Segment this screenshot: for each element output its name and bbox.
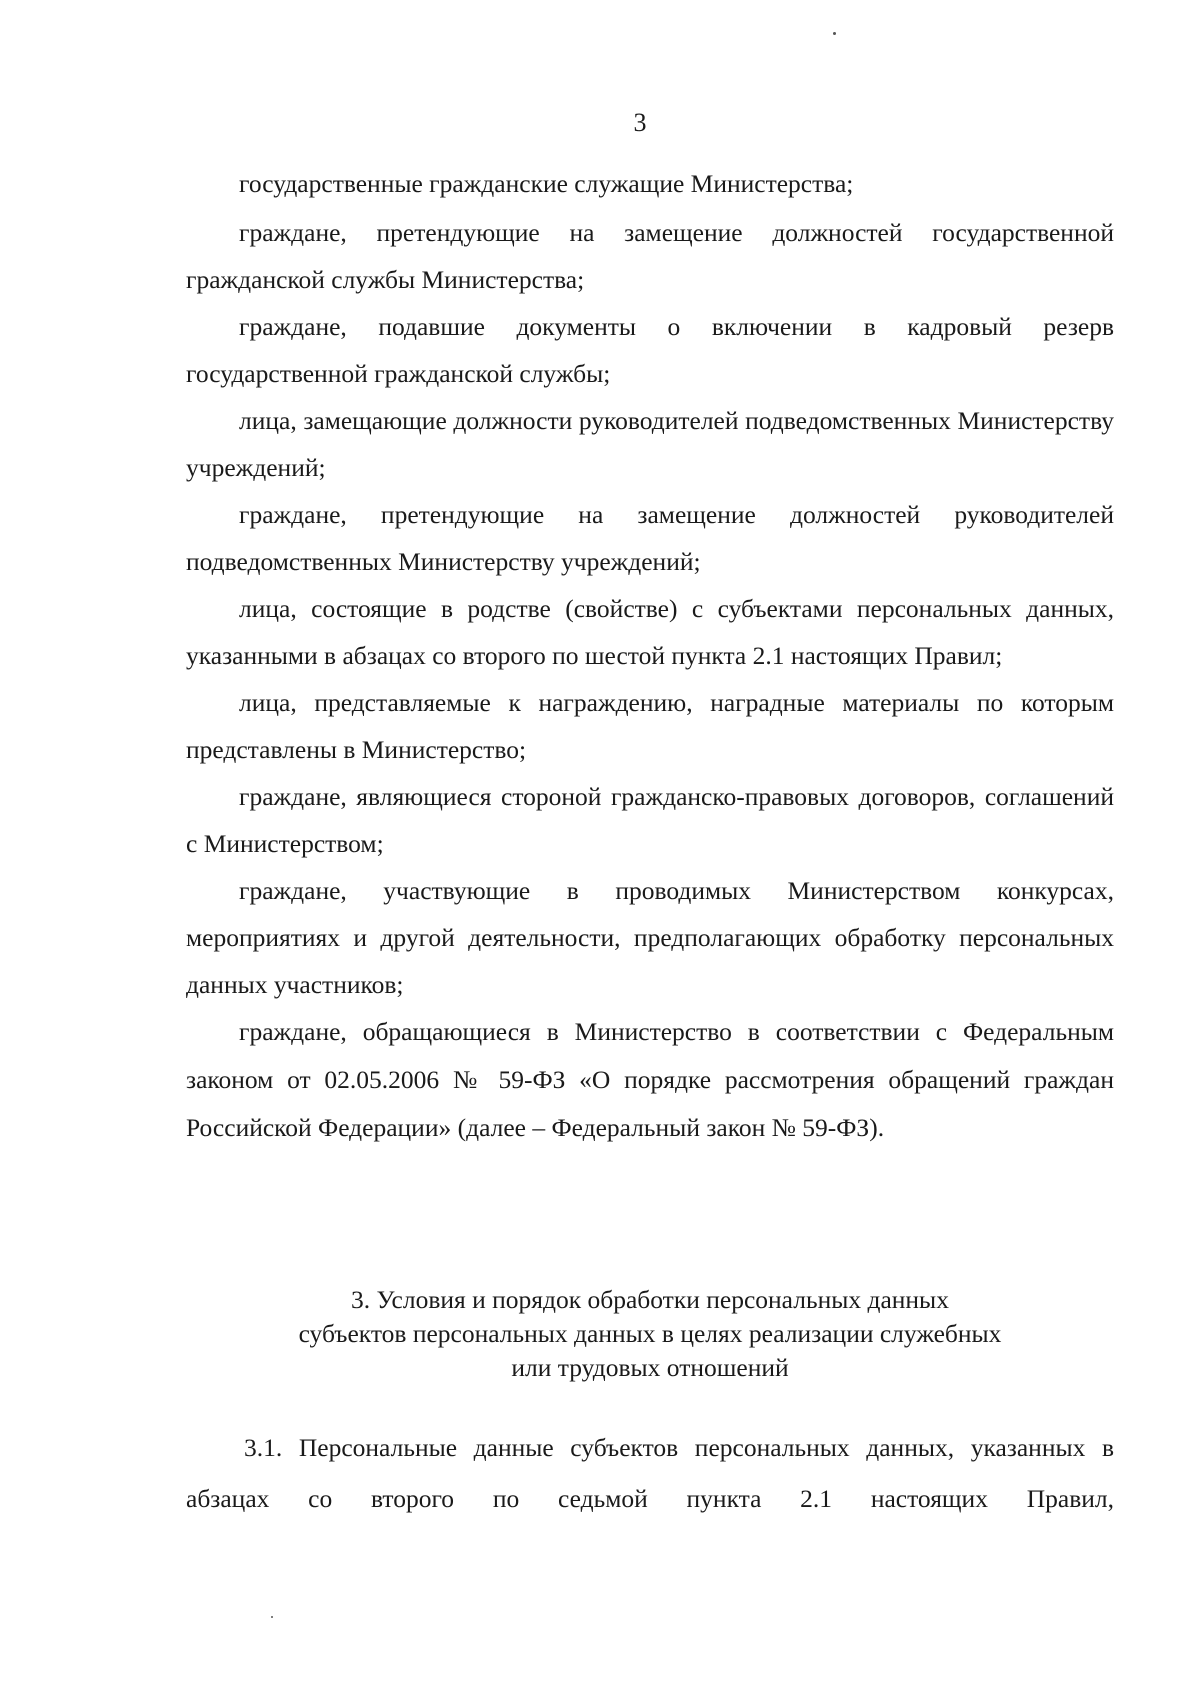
paragraph-personnel-reserve: граждане, подавшие документы о включении в кадровый резерв государственной гражданской службы;: [186, 312, 1114, 388]
section-3-heading: [200, 1283, 1100, 1385]
paragraph-candidates-heads: граждане, претендующие на замещение должностей руководителей подведомственных Министерству учреждений;: [186, 500, 1114, 576]
body-text: [186, 160, 1114, 1152]
paragraph-relatives: лица, состоящие в родстве (свойстве) с субъектами персональных данных, указанными в абзацах со второго по шестой пункта 2.1 настоящих Правил;: [186, 594, 1114, 670]
paragraph-civil-servants: государственные гражданские служащие Министерства;: [239, 169, 854, 198]
paragraph-candidates-civil-service: граждане, претендующие на замещение должностей государственной гражданской службы Министерства;: [186, 218, 1114, 294]
paragraph-award-nominees: лица, представляемые к награждению, наградные материалы по которым представлены в Министерство;: [186, 688, 1114, 764]
paragraph-heads-of-institutions: лица, замещающие должности руководителей подведомственных Министерству учреждений;: [186, 406, 1114, 482]
paragraph-contract-parties: граждане, являющиеся стороной гражданско-правовых договоров, соглашений с Министерством;: [186, 782, 1114, 858]
paragraph-competition-participants: граждане, участвующие в проводимых Министерством конкурсах, мероприятиях и другой деятельности, предполагающих обработку персональных данных участников;: [186, 876, 1114, 999]
section-heading-line-2: субъектов персональных данных в целях реализации служебных: [298, 1319, 1002, 1348]
paragraph-appeals: граждане, обращающиеся в Министерство в соответствии с Федеральным законом от 02.05.2006 № 59-ФЗ «О порядке рассмотрения обращений граждан Российской Федерации» (далее – Федеральный закон № 59-ФЗ).: [186, 1017, 1114, 1142]
scan-speck: [271, 1616, 273, 1618]
page-number: 3: [633, 108, 647, 137]
scan-speck: [833, 32, 836, 35]
section-heading-line-1: 3. Условия и порядок обработки персональных данных: [351, 1285, 949, 1314]
paragraph-3-1: 3.1. Персональные данные субъектов персональных данных, указанных в абзацах со второго по седьмой пункта 2.1 настоящих Правил,: [186, 1433, 1114, 1513]
section-heading-line-3: или трудовых отношений: [511, 1353, 789, 1382]
section-3-text: [186, 1422, 1114, 1524]
